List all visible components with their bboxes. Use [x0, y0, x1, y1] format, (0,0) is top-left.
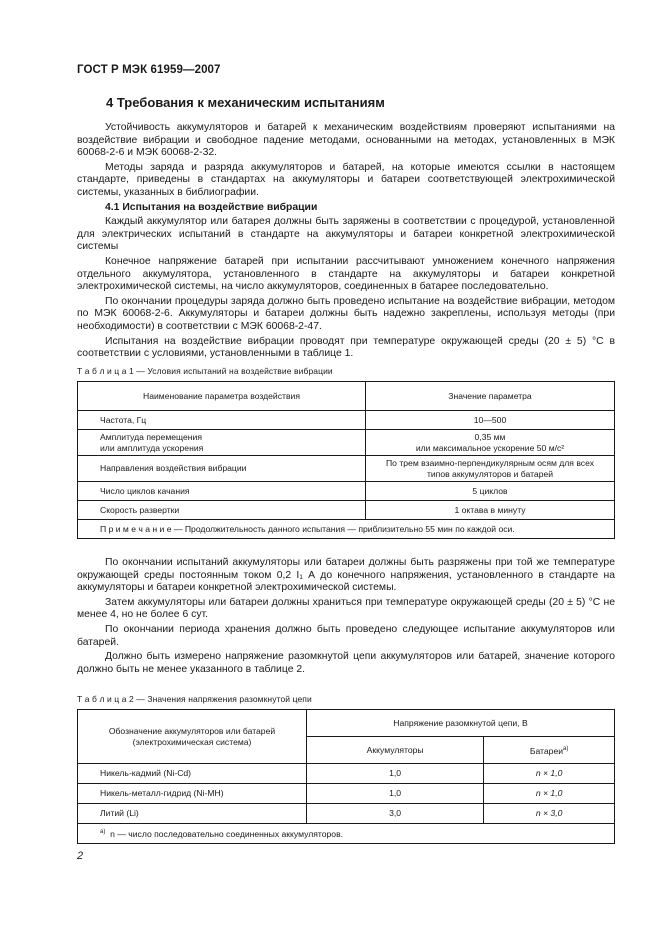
- table-row: [78, 784, 615, 804]
- paragraph: Методы заряда и разряда аккумуляторов и батарей, на которые имеются ссылки в настоящем стандарте, приведены в стандартах на аккумуляторы и батареи соответствующей электрохимической системы, указанных в библиографии.: [77, 161, 615, 198]
- paragraph: Затем аккумуляторы или батареи должны храниться при температуре окружающей среды (20 ± 5) °С не менее 4, но не более 6 сут.: [77, 596, 615, 621]
- table-header-cell: Аккумуляторы: [307, 737, 484, 764]
- footnote-text: n — число последовательно соединенных аккумуляторов.: [110, 829, 344, 840]
- document-code: ГОСТ Р МЭК 61959—2007: [77, 64, 221, 76]
- table-header-cell: Значение параметра: [366, 382, 615, 411]
- subsection-title: 4.1 Испытания на воздействие вибрации: [105, 201, 318, 213]
- paragraph: По окончании периода хранения должно быть проведено следующее испытание аккумуляторов или батарей.: [77, 623, 615, 648]
- cell-voltage: 1,0: [307, 784, 484, 804]
- table-row: [78, 482, 615, 501]
- table-open-circuit-voltage: [77, 709, 615, 844]
- cell-voltage: 1,0: [307, 764, 484, 784]
- table-note-row: [78, 520, 615, 539]
- param-cell: Число циклов качания: [78, 482, 366, 501]
- table-note: П р и м е ч а н и е — Продолжительность данного испытания — приблизительно 55 мин по каждой оси.: [78, 520, 615, 539]
- battery-voltage: n × 1,0: [484, 784, 615, 804]
- system-cell: Литий (Li): [78, 804, 307, 824]
- table-header-row: [78, 710, 615, 737]
- table-row: [78, 501, 615, 520]
- value-cell: По трем взаимно-перпендикулярным осям для всех типов аккумуляторов и батарей: [366, 456, 615, 482]
- param-cell: Амплитуда перемещения или амплитуда ускорения: [78, 430, 366, 456]
- table-header-row: [78, 382, 615, 411]
- table-row: [78, 411, 615, 430]
- system-cell: Никель-кадмий (Ni-Cd): [78, 764, 307, 784]
- value-cell: 0,35 мм или максимальное ускорение 50 м/с²: [366, 430, 615, 456]
- table-row: [78, 430, 615, 456]
- section-body: [77, 122, 615, 363]
- page-number: 2: [77, 850, 84, 862]
- footnote-marker: а): [563, 745, 569, 752]
- footnote-marker: а): [100, 829, 106, 836]
- paragraph: Конечное напряжение батарей при испытании рассчитывают умножением конечного напряжения отдельного аккумулятора, установленного в стандарте на аккумуляторы и батареи конкретной электрохимической системы, на число аккумуляторов, соединенных в батарее последовательно.: [77, 255, 615, 293]
- cell-voltage: 3,0: [307, 804, 484, 824]
- table-footnote: [78, 824, 615, 844]
- header-label: Батареи: [529, 745, 564, 756]
- table-header-cell: [484, 737, 615, 764]
- section-title: 4 Требования к механическим испытаниям: [106, 95, 385, 110]
- param-cell: Направления воздействия вибрации: [78, 456, 366, 482]
- battery-voltage: n × 1,0: [484, 764, 615, 784]
- table-header-cell: Наименование параметра воздействия: [78, 382, 366, 411]
- param-cell: Частота, Гц: [78, 411, 366, 430]
- table-vibration-conditions: [77, 381, 615, 539]
- system-cell: Никель-металл-гидрид (Ni-MH): [78, 784, 307, 804]
- param-cell: Скорость развертки: [78, 501, 366, 520]
- paragraph: Должно быть измерено напряжение разомкнутой цепи аккумуляторов или батарей, значение которого должно быть не менее указанного в таблице 2.: [77, 651, 615, 675]
- table-footnote-row: [78, 824, 615, 844]
- table-row: [78, 764, 615, 784]
- table-row: [78, 804, 615, 824]
- table2-caption: Т а б л и ц а 2 — Значения напряжения разомкнутой цепи: [77, 694, 312, 704]
- battery-voltage: n × 3,0: [484, 804, 615, 824]
- paragraph: По окончании процедуры заряда должно быть проведено испытание на воздействие вибрации, методом по МЭК 60068-2-6. Аккумуляторы и батареи должны быть надежно закреплены, используя методы (при необходимости) в соответствии с МЭК 60068-2-47.: [77, 295, 615, 332]
- table-row: [78, 456, 615, 482]
- paragraph: Испытания на воздействие вибрации проводят при температуре окружающей среды (20 ± 5) °С в соответствии с условиями, установленными в таблице 1.: [77, 335, 615, 360]
- paragraph: Устойчивость аккумуляторов и батарей к механическим воздействиям проверяют испытаниями на воздействие вибрации и свободное падение методами, основанными на методах, установленных в МЭК 60068-2-6 и МЭК 60068-2-32.: [77, 122, 615, 159]
- table1-caption: Т а б л и ц а 1 — Условия испытаний на воздействие вибрации: [77, 366, 333, 376]
- paragraph: По окончании испытаний аккумуляторы или батареи должны быть разряжены при той же температуре окружающей среды постоянным током 0,2 I₁ А до конечного напряжения, установленного в стандарте на аккумуляторы и батареи конкретной электрохимической системы.: [77, 557, 615, 594]
- value-cell: 5 циклов: [366, 482, 615, 501]
- table-header-cell: Обозначение аккумуляторов или батарей (электрохимическая система): [78, 710, 307, 764]
- table-header-cell: Напряжение разомкнутой цепи, В: [307, 710, 615, 737]
- section-body-continued: [77, 557, 615, 678]
- paragraph: Каждый аккумулятор или батарея должны быть заряжены в соответствии с процедурой, установленной для электрических испытаний в стандарте на аккумуляторы и батареи конкретной электрохимической системы: [77, 216, 615, 253]
- value-cell: 1 октава в минуту: [366, 501, 615, 520]
- value-cell: 10—500: [366, 411, 615, 430]
